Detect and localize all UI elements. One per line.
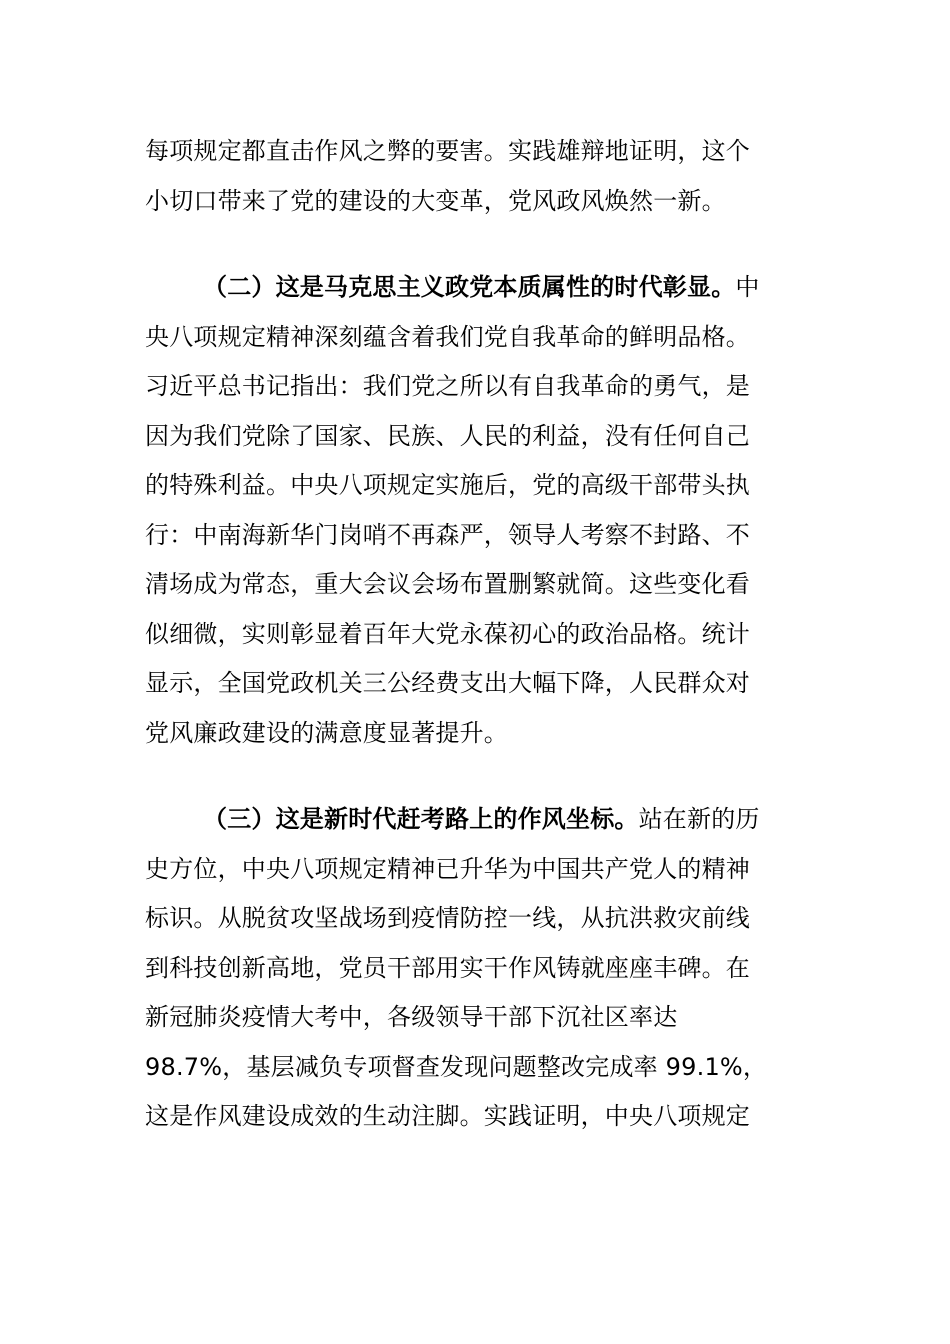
para2-line-5: 的特殊利益。中央八项规定实施后，党的高级干部带头执 (145, 471, 750, 499)
para2-line-6: 行：中南海新华门岗哨不再森严，领导人考察不封路、不 (145, 521, 750, 549)
para3-heading: （三）这是新时代赶考路上的作风坐标。 (203, 805, 639, 833)
para2-line-9: 显示，全国党政机关三公经费支出大幅下降，人民群众对 (145, 669, 750, 697)
para3-first-line-rest: 站在新的历 (638, 805, 760, 833)
para2-line-7: 清场成为常态，重大会议会场布置删繁就简。这些变化看 (145, 570, 750, 598)
para3-line-3: 标识。从脱贫攻坚战场到疫情防控一线，从抗洪救灾前线 (145, 904, 750, 932)
para2-heading: （二）这是马克思主义政党本质属性的时代彰显。 (203, 273, 736, 301)
para3-line-6: 98.7%，基层减负专项督查发现问题整改完成率 99.1%， (145, 1053, 768, 1081)
para2-line-10: 党风廉政建设的满意度显著提升。 (145, 719, 508, 747)
para2-first-line (203, 272, 760, 302)
para1-line-2: 小切口带来了党的建设的大变革，党风政风焕然一新。 (145, 187, 726, 215)
para2-line-4: 因为我们党除了国家、民族、人民的利益，没有任何自己 (145, 422, 750, 450)
para3-line-7: 这是作风建设成效的生动注脚。实践证明，中央八项规定 (145, 1102, 750, 1130)
para2-first-line-rest: 中 (735, 273, 760, 301)
para3-first-line (203, 804, 760, 834)
para2-line-8: 似细微，实则彰显着百年大党永葆初心的政治品格。统计 (145, 620, 750, 648)
para2-line-2: 央八项规定精神深刻蕴含着我们党自我革命的鲜明品格。 (145, 323, 750, 351)
para2-line-3: 习近平总书记指出：我们党之所以有自我革命的勇气，是 (145, 372, 750, 400)
para3-line-4: 到科技创新高地，党员干部用实干作风铸就座座丰碑。在 (145, 954, 750, 982)
para3-line-5: 新冠肺炎疫情大考中，各级领导干部下沉社区率达 (145, 1003, 678, 1031)
para1-line-1: 每项规定都直击作风之弊的要害。实践雄辩地证明，这个 (145, 137, 750, 165)
para3-line-2: 史方位，中央八项规定精神已升华为中国共产党人的精神 (145, 855, 750, 883)
